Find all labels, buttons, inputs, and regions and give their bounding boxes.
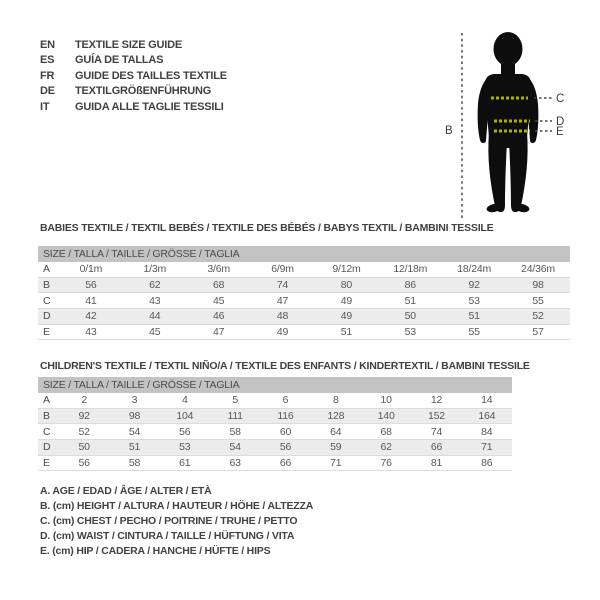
table-cell: 43 <box>85 326 97 339</box>
table-cell: 80 <box>340 279 353 292</box>
legend-line-age: A. AGE / EDAD / ÂGE / ALTER / ETÀ <box>40 484 212 497</box>
table-cell: 68 <box>380 425 392 438</box>
table-row <box>38 456 512 472</box>
table-cell: 53 <box>404 326 416 339</box>
table-cell: 66 <box>279 457 292 470</box>
table-cell: 58 <box>229 425 241 438</box>
language-code: FR <box>40 69 55 82</box>
table-cell: 1/3m <box>143 263 167 276</box>
table-cell: 49 <box>340 294 353 307</box>
measurement-legend <box>40 483 313 559</box>
table-cell: 56 <box>179 425 191 438</box>
table-cell: 53 <box>179 441 191 454</box>
table-cell: 6 <box>282 394 289 407</box>
legend-line-chest: C. (cm) CHEST / PECHO / POITRINE / TRUHE / PETTO <box>40 514 298 527</box>
table-cell: 104 <box>176 410 194 423</box>
language-row <box>40 99 227 115</box>
table-cell: 2 <box>81 394 87 407</box>
table-row <box>38 278 570 294</box>
table-cell: 60 <box>279 425 292 438</box>
table-cell: 61 <box>179 457 191 470</box>
table-cell: 10 <box>380 394 392 407</box>
table-cell: 50 <box>78 441 90 454</box>
children-table-header: SIZE / TALLA / TAILLE / GRÖSSE / TAGLIA <box>38 377 512 393</box>
table-cell: 54 <box>229 441 241 454</box>
language-label: GUÍA DE TALLAS <box>75 54 164 67</box>
table-cell: 0/1m <box>79 263 103 276</box>
legend-line-waist: D. (cm) WAIST / CINTURA / TAILLE / HÜFTUNG / VITA <box>40 530 295 543</box>
table-row <box>38 262 570 278</box>
table-cell: 66 <box>430 441 443 454</box>
table-cell: 43 <box>149 294 161 307</box>
table-cell: 128 <box>327 410 345 423</box>
table-cell: 5 <box>232 394 238 407</box>
language-code: DE <box>40 85 55 98</box>
table-cell: 8 <box>332 394 339 407</box>
table-cell: 52 <box>532 310 544 323</box>
table-row <box>38 440 512 456</box>
language-code: ES <box>40 54 55 67</box>
language-label: TEXTILGRÖßENFÜHRUNG <box>75 85 212 98</box>
babies-size-table <box>38 246 570 340</box>
language-code: IT <box>40 100 50 113</box>
table-cell: 98 <box>128 410 141 423</box>
language-row <box>40 84 227 100</box>
table-cell: 84 <box>481 425 493 438</box>
row-label: C <box>43 425 51 438</box>
row-label: D <box>43 310 51 323</box>
language-code: EN <box>40 38 55 51</box>
language-list <box>40 37 227 115</box>
table-cell: 62 <box>149 279 161 292</box>
table-cell: 57 <box>532 326 544 339</box>
child-silhouette-diagram <box>430 0 600 230</box>
table-cell: 76 <box>380 457 392 470</box>
table-cell: 53 <box>468 294 480 307</box>
table-cell: 12/18m <box>393 263 428 276</box>
table-cell: 74 <box>430 425 443 438</box>
language-row <box>40 53 227 69</box>
table-cell: 47 <box>213 326 225 339</box>
babies-table-header: SIZE / TALLA / TAILLE / GRÖSSE / TAGLIA <box>38 246 570 262</box>
table-cell: 4 <box>182 394 188 407</box>
table-row <box>38 409 512 425</box>
table-cell: 3 <box>131 394 138 407</box>
table-cell: 41 <box>85 294 97 307</box>
table-row <box>38 325 570 341</box>
table-cell: 14 <box>481 394 493 407</box>
table-cell: 56 <box>78 457 90 470</box>
legend-line-height: B. (cm) HEIGHT / ALTURA / HAUTEUR / HÖHE / ALTEZZA <box>40 499 314 512</box>
table-cell: 55 <box>532 294 544 307</box>
table-cell: 3/6m <box>207 263 230 276</box>
table-cell: 152 <box>428 410 445 423</box>
row-label: B <box>43 410 50 423</box>
table-cell: 45 <box>213 294 225 307</box>
table-cell: 62 <box>380 441 392 454</box>
table-cell: 6/9m <box>271 263 294 276</box>
table-cell: 86 <box>404 279 416 292</box>
table-cell: 63 <box>229 457 241 470</box>
row-label: E <box>43 326 50 339</box>
table-cell: 68 <box>213 279 225 292</box>
table-cell: 56 <box>85 279 97 292</box>
table-row <box>38 424 512 440</box>
table-cell: 164 <box>478 410 496 423</box>
table-cell: 49 <box>276 326 289 339</box>
table-cell: 64 <box>330 425 342 438</box>
row-label: A <box>43 394 50 407</box>
hip-label: E <box>556 126 564 138</box>
table-cell: 51 <box>128 441 141 454</box>
table-cell: 46 <box>213 310 225 323</box>
table-cell: 51 <box>468 310 480 323</box>
table-cell: 55 <box>468 326 480 339</box>
height-label: B <box>445 125 453 137</box>
table-cell: 54 <box>128 425 141 438</box>
row-label: D <box>43 441 51 454</box>
legend-line-hip: E. (cm) HIP / CADERA / HANCHE / HÜFTE / HIPS <box>40 545 271 558</box>
row-label: A <box>43 263 50 276</box>
measurement-figure <box>430 0 600 230</box>
row-label: E <box>43 457 50 470</box>
language-row <box>40 68 227 84</box>
table-row <box>38 393 512 409</box>
table-cell: 58 <box>128 457 141 470</box>
table-cell: 74 <box>276 279 289 292</box>
table-cell: 92 <box>78 410 90 423</box>
table-cell: 56 <box>279 441 292 454</box>
babies-table-title: BABIES TEXTILE / TEXTIL BEBÉS / TEXTILE DES BÉBÉS / BABYS TEXTIL / BAMBINI TESSILE <box>40 222 494 234</box>
table-row <box>38 309 570 325</box>
row-label: C <box>43 294 51 307</box>
language-label: GUIDA ALLE TAGLIE TESSILI <box>75 100 224 113</box>
children-table-title: CHILDREN'S TEXTILE / TEXTIL NIÑO/A / TEXTILE DES ENFANTS / KINDERTEXTIL / BAMBINI TESSILE <box>40 360 530 372</box>
table-cell: 71 <box>330 457 342 470</box>
table-cell: 51 <box>404 294 416 307</box>
child-silhouette-icon <box>478 32 539 213</box>
table-cell: 42 <box>85 310 97 323</box>
table-cell: 48 <box>276 310 289 323</box>
table-cell: 50 <box>404 310 416 323</box>
table-cell: 51 <box>340 326 353 339</box>
table-cell: 9/12m <box>332 263 361 276</box>
table-cell: 71 <box>481 441 493 454</box>
table-cell: 98 <box>532 279 544 292</box>
table-cell: 59 <box>330 441 342 454</box>
table-cell: 12 <box>430 394 443 407</box>
language-label: TEXTILE SIZE GUIDE <box>75 38 183 51</box>
table-cell: 49 <box>340 310 353 323</box>
table-cell: 24/36m <box>521 263 555 276</box>
table-cell: 111 <box>227 410 243 423</box>
table-cell: 52 <box>78 425 90 438</box>
children-size-table <box>38 377 512 471</box>
waist-label: D <box>556 116 565 128</box>
table-cell: 18/24m <box>457 263 492 276</box>
row-label: B <box>43 279 50 292</box>
table-cell: 47 <box>276 294 289 307</box>
table-cell: 92 <box>468 279 480 292</box>
chest-label: C <box>556 93 565 105</box>
table-row <box>38 293 570 309</box>
table-cell: 45 <box>149 326 161 339</box>
language-row <box>40 37 227 53</box>
language-label: GUIDE DES TAILLES TEXTILE <box>75 69 227 82</box>
table-cell: 140 <box>377 410 395 423</box>
table-cell: 81 <box>430 457 443 470</box>
table-cell: 86 <box>481 457 493 470</box>
table-cell: 116 <box>277 410 294 423</box>
table-cell: 44 <box>149 310 161 323</box>
